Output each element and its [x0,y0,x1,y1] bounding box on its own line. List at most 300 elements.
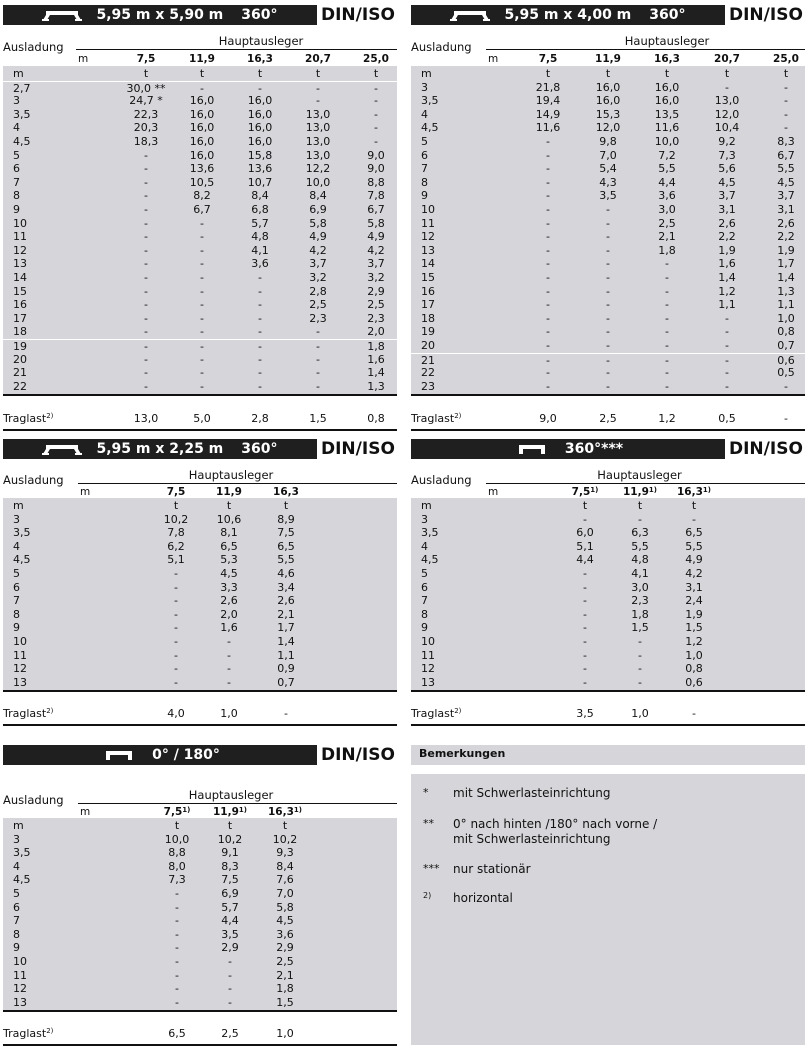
table-row [3,996,397,1010]
load-value: 4,9 [367,230,385,244]
load-value: - [174,662,178,676]
load-value: - [144,257,148,271]
crane-on-tires-icon [100,749,140,761]
din-iso-label: DIN/ISO [729,5,803,25]
boom-length-column: 11,9$^{1)}$ [623,486,657,498]
hauptausleger-label: Hauptausleger [218,34,304,48]
remark-symbol: ** [423,817,434,830]
radius-value: 5 [13,148,20,162]
load-value: 6,3 [631,526,649,540]
load-value: 2,2 [777,230,795,244]
load-value: - [144,243,148,257]
table-row [3,230,397,244]
load-value: - [583,607,587,621]
table-row [3,649,397,663]
load-value: 10,0 [164,832,190,846]
table-row [3,941,397,955]
load-value: 1,1 [777,298,795,312]
load-value: - [144,340,148,353]
load-value: 5,6 [718,162,736,176]
radius-value: 8 [13,927,20,941]
remark-symbol: * [423,786,429,799]
load-value: 5,8 [367,216,385,230]
load-value: 6,8 [251,203,269,216]
load-value: - [374,107,378,121]
table-row [411,581,805,595]
ausladung-label: Ausladung [3,473,64,487]
load-value: - [316,340,320,353]
radius-value: 9 [421,621,428,635]
load-value: 4,1 [631,567,649,580]
radius-value: 11 [13,648,27,662]
table-row [411,257,805,271]
boom-length-column: 25,0 [773,53,799,65]
table-row [411,176,805,190]
load-value: 4,2 [685,567,703,580]
load-value: 16,0 [189,121,215,135]
radius-value: 4,5 [13,135,31,148]
radius-value: 15 [13,284,27,298]
unit-row: m t t t [13,819,288,832]
load-value: 2,9 [367,284,385,298]
radius-value: 6 [421,148,428,162]
load-value: - [144,216,148,230]
load-value: - [665,311,669,325]
load-value: 7,3 [718,148,736,162]
load-value: 2,3 [367,311,385,325]
radius-value: 19 [421,325,435,339]
load-value: - [606,339,610,352]
table-row [411,553,805,567]
load-value: - [546,366,550,380]
load-value: 1,8 [276,982,294,996]
unit-row: m t t t t t [13,67,379,80]
load-value: 1,4 [718,271,736,284]
radius-value: 23 [421,379,435,393]
radius-value: 15 [421,271,435,284]
load-value: 2,2 [718,230,736,244]
radius-value: 17 [13,311,27,325]
load-value: 5,3 [220,553,238,567]
radius-value: 7 [13,594,20,608]
load-value: 6,2 [167,539,185,553]
traglast-value: 1,0 [631,707,649,720]
load-value: 4,5 [276,914,294,928]
traglast-row [3,412,397,428]
load-value: - [258,298,262,312]
radius-value: 12 [421,662,435,676]
load-value: 2,5 [367,298,385,312]
radius-value: 20 [13,352,27,366]
load-value: - [258,340,262,353]
table-row [411,149,805,163]
traglast-bottom-rule [3,1044,397,1046]
table-bottom-rule [3,1010,397,1012]
load-value: 15,8 [247,148,273,162]
table-row [411,526,805,540]
outrigger-support-icon [42,443,82,455]
table-row [3,833,397,847]
table-row [411,162,805,176]
load-value: - [784,121,788,135]
table-row [411,380,805,394]
header-rule [486,49,805,50]
remark-text: nur stationär [453,862,531,876]
radius-value: 5 [421,567,428,580]
load-value: - [200,340,204,353]
radius-value: 16 [13,298,27,312]
load-value: 0,8 [685,662,703,676]
table-row [3,176,397,190]
load-value: 1,8 [631,607,649,621]
load-value: 11,6 [654,121,680,135]
load-value: 16,0 [247,135,273,148]
load-value: 1,5 [276,995,294,1009]
load-value: 2,1 [277,607,295,621]
load-value: - [606,216,610,230]
load-value: 6,7 [367,203,385,216]
load-value: - [546,298,550,312]
boom-length-column: 20,7 [305,53,331,65]
load-value: 3,7 [367,257,385,271]
radius-value: 21 [13,366,27,380]
load-value: - [258,311,262,325]
slewing-angle: 0° / 180° [152,747,220,763]
load-value: - [606,243,610,257]
load-value: 7,2 [658,148,676,162]
radius-value: 7 [421,162,428,176]
load-table-body [411,498,805,690]
hauptausleger-label: Hauptausleger [188,468,274,482]
load-value: - [258,366,262,380]
boom-length-column: 7,5 [136,53,156,65]
table-row [411,540,805,554]
load-value: - [583,621,587,635]
load-value: 1,8 [367,340,385,353]
load-value: - [638,648,642,662]
load-value: - [784,80,788,94]
radius-value: 14 [421,257,435,271]
ausladung-label: Ausladung [411,40,472,54]
load-value: 3,1 [777,203,795,216]
load-value: 5,5 [277,553,295,567]
load-value: 8,2 [193,189,211,203]
table-row [3,914,397,928]
load-value: - [316,325,320,339]
radius-value: 11 [13,968,27,982]
slewing-angle: 360°*** [564,441,624,457]
traglast-label: Traglast$^{2)}$ [3,1027,54,1040]
load-value: 3,4 [277,580,295,594]
load-value: 13,0 [305,148,331,162]
load-value: - [606,366,610,380]
load-value: 0,8 [777,325,795,339]
radius-value: 21 [421,353,435,367]
load-value: 3,6 [276,927,294,941]
load-value: - [316,81,320,95]
slewing-angle: 360° [241,441,278,457]
load-value: 8,4 [276,859,294,873]
table-row [411,203,805,217]
load-value: 1,1 [718,298,736,312]
radius-value: 3,5 [421,94,439,108]
radius-value: 13 [13,257,27,271]
radius-value: 8 [421,175,428,189]
table-row [3,873,397,887]
load-value: 12,2 [305,162,331,176]
load-value: - [606,230,610,244]
load-value: 9,1 [221,846,239,860]
load-value: 13,0 [305,121,331,135]
unit-row: m t t t t t [421,67,789,80]
table-row [3,676,397,690]
traglast-label: Traglast$^{2)}$ [3,707,54,720]
load-value: 10,2 [163,512,189,526]
table-header [3,439,395,459]
boom-length-column: 7,5 [538,53,558,65]
load-value: 7,3 [168,873,186,887]
load-value: 10,6 [216,512,242,526]
traglast-label: Traglast$^{2)}$ [411,412,462,425]
load-value: - [583,594,587,608]
load-value: - [725,379,729,393]
load-value: 2,4 [685,594,703,608]
hauptausleger-label: Hauptausleger [597,468,682,482]
remark-text: horizontal [453,891,513,905]
load-value: - [374,94,378,108]
load-value: - [174,580,178,594]
load-value: 2,1 [276,968,294,982]
radius-value: 4 [421,539,428,553]
load-value: 7,8 [167,526,185,540]
load-value: 2,3 [631,594,649,608]
radius-value: 18 [13,325,27,339]
table-row [3,257,397,271]
load-value: - [665,366,669,380]
load-value: - [258,325,262,339]
load-value: - [606,311,610,325]
load-value: - [174,621,178,635]
traglast-value: 2,5 [221,1027,239,1040]
boom-length-column: 20,7 [714,53,740,65]
load-value: - [144,203,148,216]
load-value: - [175,955,179,968]
table-row [411,230,805,244]
radius-value: 6 [421,580,428,594]
load-value: - [638,635,642,648]
load-value: 8,3 [221,859,239,873]
table-row [3,513,397,527]
load-value: - [175,982,179,996]
table-row [411,353,805,368]
table-row [411,121,805,135]
unit-row: m t t t [421,499,697,512]
load-value: - [546,148,550,162]
load-value: - [606,257,610,271]
load-value: - [606,271,610,284]
load-value: 4,5 [777,175,795,189]
table-row [3,285,397,299]
boom-length-column: 7,5 [166,486,186,498]
load-value: 16,0 [247,121,273,135]
load-value: 7,0 [276,887,294,900]
load-value: - [546,162,550,176]
table-row [3,955,397,969]
load-value: 2,6 [777,216,795,230]
load-value: 19,4 [535,94,561,108]
traglast-bottom-rule [411,429,805,431]
load-value: - [144,379,148,393]
load-value: 6,7 [777,148,795,162]
unit-m-label: m [80,486,91,498]
radius-value: 9 [421,189,428,203]
header-rule [78,803,397,804]
table-row [3,94,397,108]
configuration-bar [411,5,725,25]
load-value: 1,3 [777,284,795,298]
load-value: - [144,271,148,284]
radius-value: 19 [13,340,27,353]
load-table-body [3,818,397,1010]
load-value: 5,1 [576,539,594,553]
radius-value: 11 [421,648,435,662]
load-value: 3,1 [718,203,736,216]
load-value: 3,2 [309,271,327,284]
load-value: 2,6 [718,216,736,230]
table-row [411,325,805,339]
load-table-body [3,66,397,394]
traglast-value: 0,5 [718,412,736,425]
load-value: 13,0 [305,135,331,148]
load-value: - [175,914,179,928]
table-row [411,608,805,622]
traglast-value: 4,0 [167,707,185,720]
load-value: - [546,311,550,325]
table-bottom-rule [411,690,805,692]
configuration-title: 5,95 m x 5,90 m [96,7,224,23]
load-value: - [725,311,729,325]
load-value: - [546,243,550,257]
load-value: - [200,243,204,257]
load-value: - [200,284,204,298]
load-value: - [144,148,148,162]
table-row [3,846,397,860]
table-row [411,285,805,299]
load-value: 8,8 [367,175,385,189]
load-value: 2,3 [309,311,327,325]
load-value: 4,2 [367,243,385,257]
load-value: 3,7 [777,189,795,203]
load-value: - [665,271,669,284]
load-value: 8,4 [251,189,269,203]
load-value: - [227,675,231,689]
traglast-value: 9,0 [539,412,557,425]
load-value: - [144,298,148,312]
load-table-body [411,66,805,394]
load-value: - [725,366,729,380]
load-value: - [638,675,642,689]
load-value: 21,8 [535,80,561,94]
radius-value: 22 [421,366,435,380]
load-value: - [200,216,204,230]
table-header [3,745,395,765]
load-value: 10,4 [714,121,740,135]
load-value: - [228,982,232,996]
radius-value: 4,5 [421,553,439,567]
load-value: - [227,648,231,662]
load-value: 4,1 [251,243,269,257]
remark-symbol: 2) [423,891,432,900]
traglast-row [3,1027,397,1043]
load-value: 2,5 [276,955,294,968]
load-value: 1,9 [777,243,795,257]
load-value: 1,7 [777,257,795,271]
load-value: 4,9 [685,553,703,567]
din-iso-label: DIN/ISO [321,439,395,459]
load-value: - [200,271,204,284]
table-row [411,594,805,608]
load-value: 1,5 [631,621,649,635]
load-value: 16,0 [189,135,215,148]
table-row [411,366,805,380]
load-value: - [665,298,669,312]
load-value: 6,5 [277,539,295,553]
load-value: - [175,968,179,982]
load-value: 8,1 [220,526,238,540]
load-value: 3,1 [685,580,703,594]
traglast-label: Traglast$^{2)}$ [411,707,462,720]
table-row [411,312,805,326]
load-value: - [784,379,788,393]
radius-value: 4 [421,107,428,121]
radius-value: 10 [421,203,435,216]
boom-length-column: 16,3 [654,53,680,65]
load-value: 0,7 [777,339,795,352]
radius-value: 4,5 [13,873,31,887]
configuration-bar [3,5,317,25]
din-iso-label: DIN/ISO [321,5,395,25]
table-row [3,271,397,285]
load-value: 2,9 [221,941,239,955]
load-value: - [638,662,642,676]
load-value: 3,3 [220,580,238,594]
remark-symbol: *** [423,862,440,875]
load-value: 7,0 [599,148,617,162]
load-value: 16,0 [189,94,215,108]
radius-value: 14 [13,271,27,284]
table-bottom-rule [3,394,397,396]
load-value: - [784,107,788,121]
table-row [3,380,397,394]
load-value: - [665,353,669,367]
load-value: 4,4 [658,175,676,189]
load-value: 5,5 [658,162,676,176]
boom-length-column: 11,9 [216,486,242,498]
load-value: 8,9 [277,512,295,526]
load-value: - [258,81,262,95]
table-row [3,325,397,339]
radius-value: 3 [421,512,428,526]
load-value: 16,0 [654,80,680,94]
load-value: 1,8 [658,243,676,257]
load-value: - [174,567,178,580]
table-row [3,121,397,135]
table-row [3,189,397,203]
load-value: 18,3 [133,135,159,148]
traglast-value: 2,5 [599,412,617,425]
traglast-row [411,707,805,723]
load-value: 3,0 [631,580,649,594]
